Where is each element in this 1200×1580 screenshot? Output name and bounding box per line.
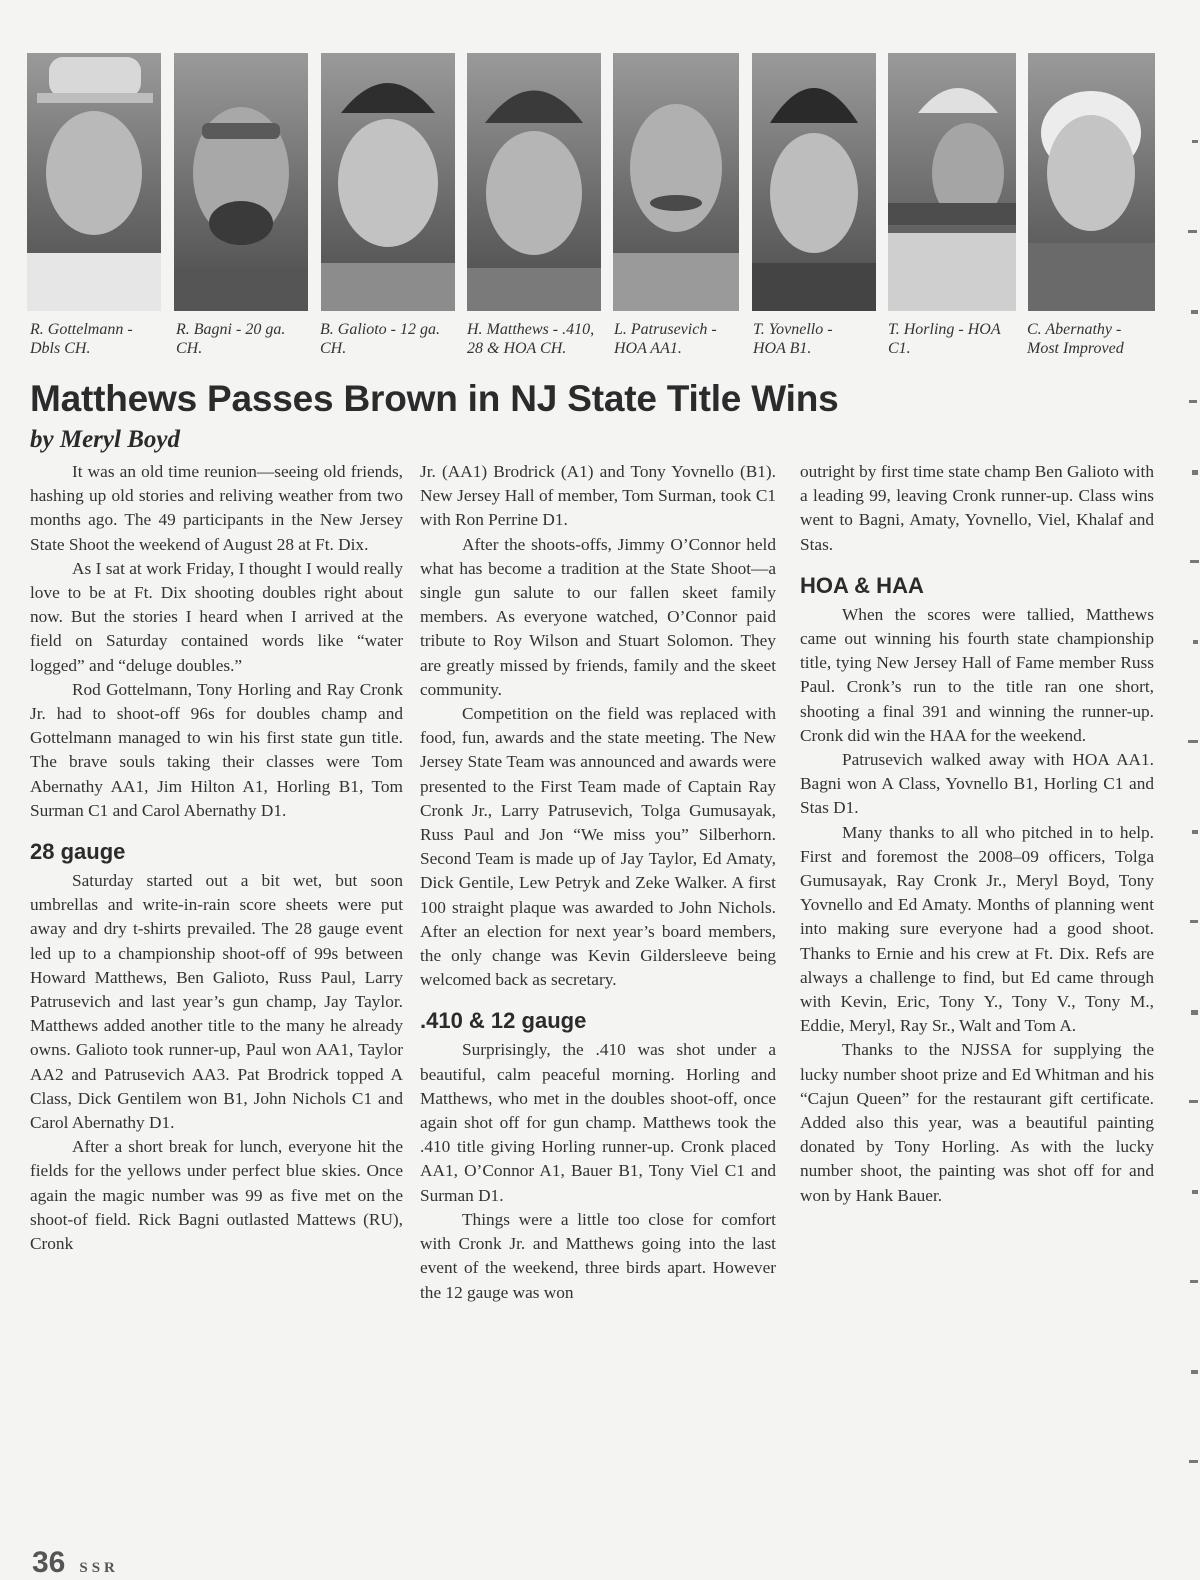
page-number: 36 — [32, 1546, 66, 1579]
scan-edge-marks — [1186, 140, 1200, 1520]
paragraph: Jr. (AA1) Brodrick (A1) and Tony Yovnello (B1). New Jersey Hall of member, Tom Surman, took C1 with Ron Perrine D1. — [420, 462, 776, 530]
paragraph: Surprisingly, the .410 was shot under a beautiful, calm peaceful morning. Horling and Matthews, who met in the doubles shoot-off, once again shot off for gun champ. Matthews took the .410 title giving Horling runner-up. Cronk placed AA1, O’Connor A1, Bauer B1, Tony Viel C1 and Surman D1. — [420, 1040, 776, 1205]
paragraph: As I sat at work Friday, I thought I would really love to be at Ft. Dix shooting doubles right about now. But the stories I heard when I arrived at the field on Saturday contained words like “water logged” and “deluge doubles.” — [30, 558, 403, 675]
article-column-3 — [800, 460, 1154, 1208]
photo-caption: R. Bagni - 20 ga. CH. — [176, 321, 286, 357]
paragraph: Saturday started out a bit wet, but soon umbrellas and write-in-rain score sheets were put away and dry t-shirts prevailed. The 28 gauge event led up to a championship shoot-off of 99s between Howard Matthews, Ben Galioto, Russ Paul, Larry Patrusevich and last year’s gun champ, Jay Taylor. Matthews added another title to the many he already owns. Galioto took runner-up, Paul won AA1, Taylor AA2 and Patrusevich AA3. Pat Brodrick topped A Class, Dick Gentilem won B1, John Nichols C1 and Carol Abernathy D1. — [30, 871, 403, 1133]
paragraph: Patrusevich walked away with HOA AA1. Bagni won A Class, Yovnello B1, Horling C1 and Stas D1. — [800, 750, 1154, 818]
photo-strip — [27, 53, 1155, 311]
photo-horling — [888, 53, 1016, 311]
paragraph: When the scores were tallied, Matthews came out winning his fourth state championship title, tying New Jersey Hall of Fame member Russ Paul. Cronk’s run to the title ran one short, shooting a final 391 and winning the runner-up. Cronk did win the HAA for the weekend. — [800, 604, 1154, 745]
page-footer — [32, 1546, 119, 1580]
photo-matthews — [467, 53, 601, 311]
article-title: Matthews Passes Brown in NJ State Title Wins — [30, 378, 839, 419]
photo-bagni — [174, 53, 308, 311]
paragraph: Things were a little too close for comfort with Cronk Jr. and Matthews going into the last event of the weekend, three birds apart. However the 12 gauge was won — [420, 1209, 776, 1302]
photo-caption: H. Matthews - .410, 28 & HOA CH. — [467, 321, 595, 357]
paragraph: Competition on the field was replaced with food, fun, awards and the state meeting. The New Jersey State Team was announced and awards were presented to the First Team made of Captain Ray Cronk Jr., Larry Patrusevich, Tolga Gumusayak, Russ Paul and Jon “We miss you” Silberhorn. Second Team is made up of Jay Taylor, Ed Amaty, Dick Gentile, Lew Petryk and Zeke Walker. A first 100 straight plaque was awarded to John Nichols. After an election for next year’s board members, the only change was Kevin Gildersleeve being welcomed back as secretary. — [420, 704, 776, 990]
photo-caption: T. Horling - HOA C1. — [888, 321, 1001, 357]
photo-abernathy — [1028, 53, 1155, 311]
paragraph: Rod Gottelmann, Tony Horling and Ray Cronk Jr. had to shoot-off 96s for doubles champ and Gottelmann managed to win his first state gun title. The brave souls taking their classes were Tom Abernathy AA1, Jim Hilton A1, Horling B1, Tom Surman C1 and Carol Abernathy D1. — [30, 679, 403, 820]
section-heading-hoa-haa: HOA & HAA — [800, 572, 924, 598]
paragraph: Many thanks to all who pitched in to help. First and foremost the 2008–09 officers, Tolga Gumusayak, Ray Cronk Jr., Meryl Boyd, Tony Yovnello and Ed Amaty. Months of planning went into making sure everyone had a good shoot. Thanks to Ernie and his crew at Ft. Dix. Refs are always a challenge to find, but Ed came through with Kevin, Eric, Tony Y., Tony V., Tony M., Eddie, Meryl, Ray Sr., Walt and Tom A. — [800, 822, 1154, 1036]
photo-caption: T. Yovnello - HOA B1. — [753, 321, 833, 357]
photo-patrusevich — [613, 53, 739, 311]
section-heading-28-gauge: 28 gauge — [30, 839, 126, 865]
article-byline: by Meryl Boyd — [30, 426, 180, 453]
paragraph: After a short break for lunch, everyone hit the fields for the yellows under perfect blue skies. Once again the magic number was 99 as five met on the shoot-of field. Rick Bagni outlasted Mattews (RU), Cronk — [30, 1137, 403, 1254]
photo-caption: L. Patrusevich - HOA AA1. — [614, 321, 717, 357]
publication-name: SSR — [79, 1560, 119, 1576]
photo-caption: R. Gottelmann - Dbls CH. — [30, 321, 133, 357]
photo-galioto — [321, 53, 455, 311]
article-column-1 — [30, 460, 403, 1256]
section-heading-410-12-gauge: .410 & 12 gauge — [420, 1008, 587, 1034]
photo-gottelmann — [27, 53, 161, 311]
photo-yovnello — [752, 53, 876, 311]
article-column-2 — [420, 460, 776, 1305]
photo-caption: B. Galioto - 12 ga. CH. — [320, 321, 440, 357]
paragraph: It was an old time reunion—seeing old friends, hashing up old stories and reliving weather from two months ago. The 49 participants in the New Jersey State Shoot the weekend of August 28 at Ft. Dix. — [30, 462, 403, 554]
photo-caption: C. Abernathy - Most Improved — [1027, 321, 1124, 357]
paragraph: After the shoots-offs, Jimmy O’Connor held what has become a tradition at the State Shoot—a single gun salute to our fallen skeet family members. As everyone watched, O’Connor paid tribute to Roy Wilson and Stuart Solomon. They are greatly missed by friends, family and the skeet community. — [420, 534, 776, 699]
paragraph: outright by first time state champ Ben Galioto with a leading 99, leaving Cronk runner-up. Class wins went to Bagni, Amaty, Yovnello, Viel, Khalaf and Stas. — [800, 462, 1154, 554]
paragraph: Thanks to the NJSSA for supplying the lucky number shoot prize and Ed Whitman and his “Cajun Queen” for the restaurant gift certificate. Added also this year, was a beautiful painting donated by Tony Horling. As with the lucky number shoot, the painting was shot off for and won by Hank Bauer. — [800, 1040, 1154, 1205]
